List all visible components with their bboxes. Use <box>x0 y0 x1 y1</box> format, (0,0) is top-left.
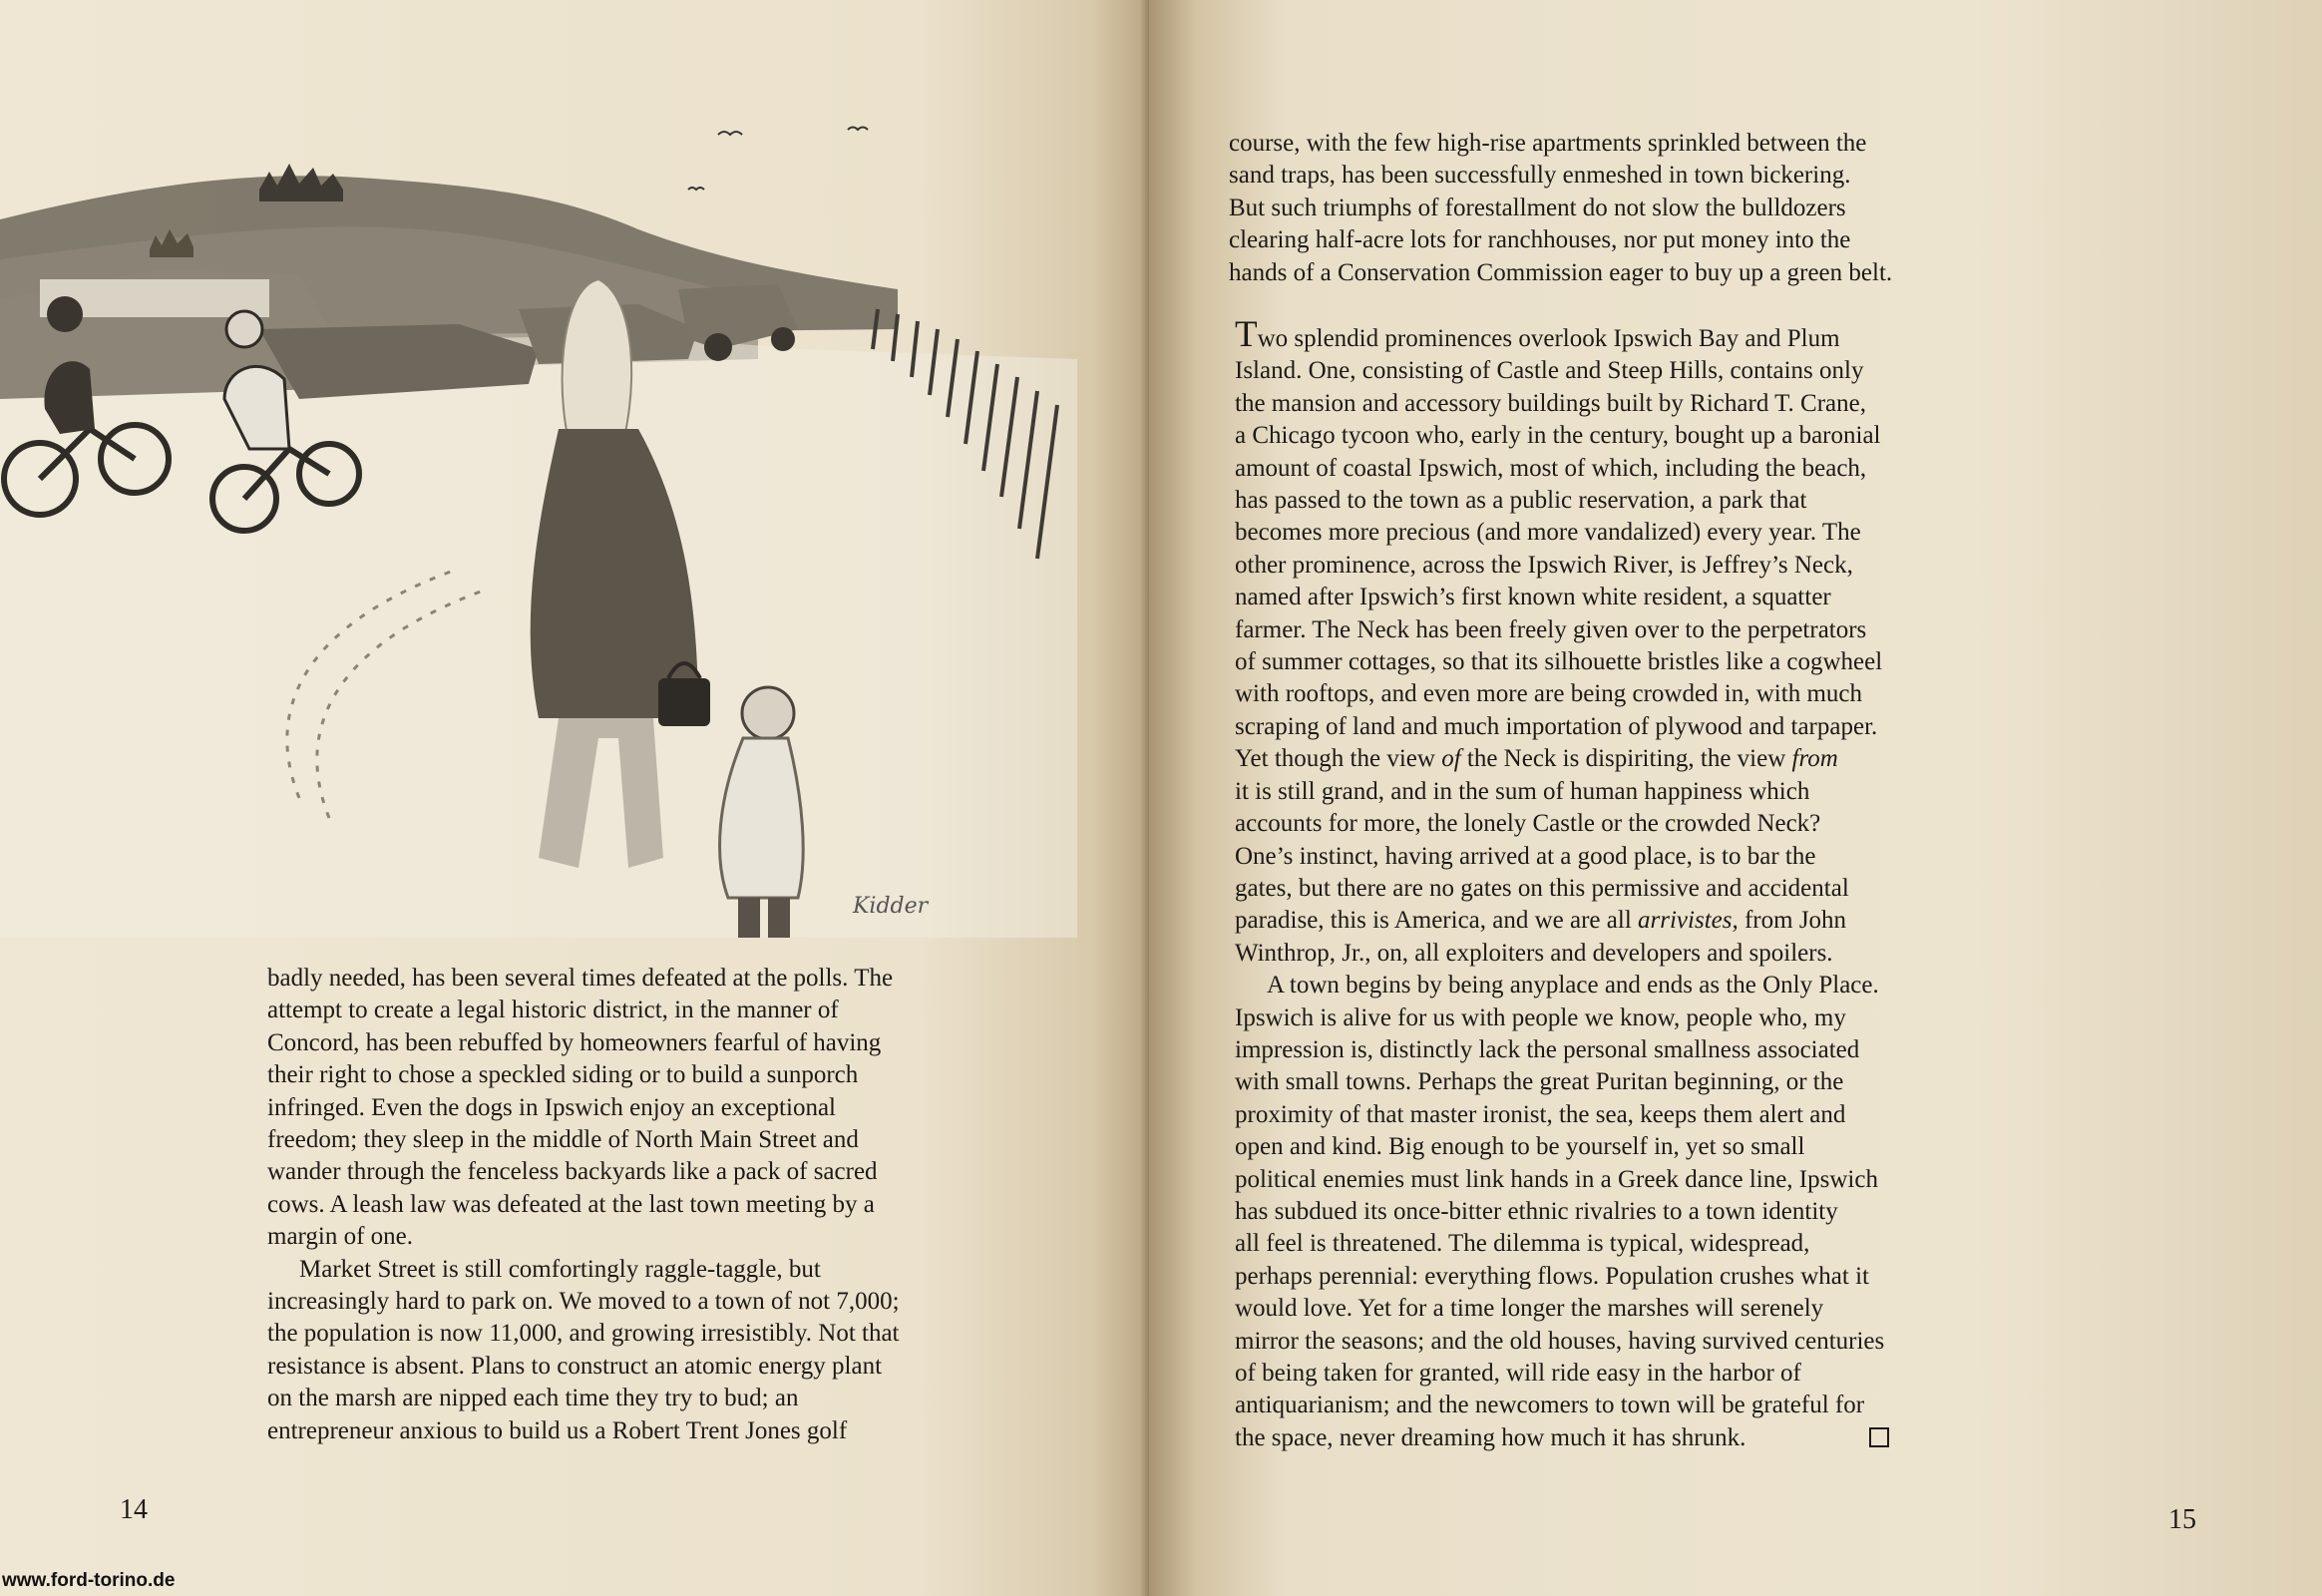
text-line: infringed. Even the dogs in Ipswich enjoy an exceptional <box>267 1093 836 1121</box>
right-page-section <box>1235 314 1889 1454</box>
text-line: of being taken for granted, will ride easy in the harbor of <box>1235 1360 1801 1387</box>
text-line: sand traps, has been successfully enmeshed in town bickering. <box>1229 162 1851 190</box>
text-line: their right to chose a speckled siding or to build a sunporch <box>267 1061 859 1089</box>
text-line: has passed to the town as a public reservation, a park that <box>1235 487 1807 515</box>
text-line: on the marsh are nipped each time they try to bud; an <box>267 1385 799 1412</box>
section-lines-a <box>1235 355 1889 743</box>
text-line: with small towns. Perhaps the great Puritan beginning, or the <box>1235 1068 1844 1096</box>
section-lines-b <box>1235 776 1889 906</box>
text-line: scraping of land and much importation of plywood and tarpaper. <box>1235 712 1878 740</box>
page-number-right: 15 <box>2168 1504 2196 1535</box>
view-line-part-c: the Neck is dispiriting, the view <box>1460 745 1792 773</box>
text-line: A town begins by being anyplace and ends as the Only Place. <box>1267 972 1879 999</box>
section-lines-c <box>1235 938 1889 970</box>
right-page-opening-paragraph <box>1229 128 1892 289</box>
text-line: open and kind. Big enough to be yourself in, yet so small <box>1235 1133 1805 1161</box>
text-line: would love. Yet for a time longer the marshes will serenely <box>1235 1295 1824 1323</box>
text-line: mirror the seasons; and the old houses, having survived centuries <box>1235 1327 1885 1355</box>
text-line: Market Street is still comfortingly raggle-taggle, but <box>299 1255 821 1283</box>
text-line: gates, but there are no gates on this permissive and accidental <box>1235 874 1849 902</box>
text-line: antiquarianism; and the newcomers to town will be grateful for <box>1235 1392 1865 1419</box>
watermark: www.ford-torino.de <box>2 1570 176 1591</box>
text-line: other prominence, across the Ipswich River, is Jeffrey’s Neck, <box>1235 551 1853 579</box>
text-line: increasingly hard to park on. We moved to a town of not 7,000; <box>267 1288 900 1316</box>
last-line <box>1235 1422 1889 1454</box>
text-line: Concord, has been rebuffed by homeowners fearful of having <box>267 1028 882 1056</box>
end-mark-box-icon <box>1869 1427 1889 1447</box>
left-page-text <box>267 963 900 1447</box>
view-line-part-a: Yet though the view <box>1235 745 1442 773</box>
text-line: resistance is absent. Plans to construct an atomic energy plant <box>267 1352 883 1380</box>
text-line: One’s instinct, having arrived at a good place, is to bar the <box>1235 842 1816 870</box>
illustration-signature: Kidder <box>853 894 929 919</box>
arrivistes-line <box>1235 905 1889 937</box>
text-line: accounts for more, the lonely Castle or the crowded Neck? <box>1235 810 1821 838</box>
text-line: amount of coastal Ipswich, most of which, including the beach, <box>1235 454 1867 482</box>
text-line: all feel is threatened. The dilemma is typical, widespread, <box>1235 1230 1810 1258</box>
text-line: a Chicago tycoon who, early in the century, bought up a baronial <box>1235 422 1881 450</box>
text-line: clearing half-acre lots for ranchhouses, nor put money into the <box>1229 226 1851 254</box>
text-line: the mansion and accessory buildings built by Richard T. Crane, <box>1235 389 1866 417</box>
text-line: proximity of that master ironist, the sea, keeps them alert and <box>1235 1100 1846 1128</box>
text-line: entrepreneur anxious to build us a Robert Trent Jones golf <box>267 1416 848 1444</box>
text-line: the population is now 11,000, and growing irresistibly. Not that <box>267 1320 900 1348</box>
final-paragraph <box>1235 970 1889 1422</box>
section-first-line <box>1235 314 1889 355</box>
text-line: with rooftops, and even more are being crowded in, with much <box>1235 680 1862 708</box>
left-page <box>0 0 1149 1596</box>
view-line <box>1235 743 1889 775</box>
arrivistes-line-part-a: paradise, this is America, and we are all <box>1235 907 1639 935</box>
text-line: wander through the fenceless backyards like a pack of sacred <box>267 1158 878 1186</box>
text-line: freedom; they sleep in the middle of North Main Street and <box>267 1126 859 1154</box>
beach-illustration <box>0 100 1077 938</box>
text-line: course, with the few high-rise apartments sprinkled between the <box>1229 130 1867 157</box>
text-line: impression is, distinctly lack the personal smallness associated <box>1235 1035 1860 1063</box>
text-line: Winthrop, Jr., on, all exploiters and developers and spoilers. <box>1235 939 1833 967</box>
text-line: becomes more precious (and more vandalized) every year. The <box>1235 519 1861 547</box>
text-line: margin of one. <box>267 1223 414 1251</box>
text-line: Ipswich is alive for us with people we know, people who, my <box>1235 1003 1846 1031</box>
text-line: political enemies must link hands in a Greek dance line, Ipswich <box>1235 1165 1878 1193</box>
text-line: has subdued its once-bitter ethnic rivalries to a town identity <box>1235 1197 1838 1225</box>
arrivistes-italic: arrivistes, <box>1638 907 1739 935</box>
text-line: hands of a Conservation Commission eager to buy up a green belt. <box>1229 258 1893 286</box>
text-line: named after Ipswich’s first known white resident, a squatter <box>1235 584 1831 611</box>
first-line-rest: wo splendid prominences overlook Ipswich Bay and Plum <box>1257 325 1840 352</box>
text-line: attempt to create a legal historic district, in the manner of <box>267 997 839 1024</box>
text-line: But such triumphs of forestallment do not slow the bulldozers <box>1229 194 1846 221</box>
view-line-italic-from: from <box>1791 745 1838 773</box>
text-line: it is still grand, and in the sum of human happiness which <box>1235 777 1810 805</box>
dropcap-letter: T <box>1235 314 1258 355</box>
text-line: Island. One, consisting of Castle and Steep Hills, contains only <box>1235 357 1864 385</box>
text-line: perhaps perennial: everything flows. Population crushes what it <box>1235 1262 1869 1290</box>
text-line: badly needed, has been several times defeated at the polls. The <box>267 965 894 992</box>
page-number-left: 14 <box>120 1494 148 1525</box>
text-line: cows. A leash law was defeated at the last town meeting by a <box>267 1190 875 1218</box>
last-line-text: the space, never dreaming how much it has shrunk. <box>1235 1423 1746 1451</box>
view-line-italic-of: of <box>1441 745 1461 773</box>
arrivistes-line-part-c: from John <box>1738 907 1847 935</box>
text-line: farmer. The Neck has been freely given over to the perpetrators <box>1235 615 1867 643</box>
text-line: of summer cottages, so that its silhouette bristles like a cogwheel <box>1235 648 1883 676</box>
